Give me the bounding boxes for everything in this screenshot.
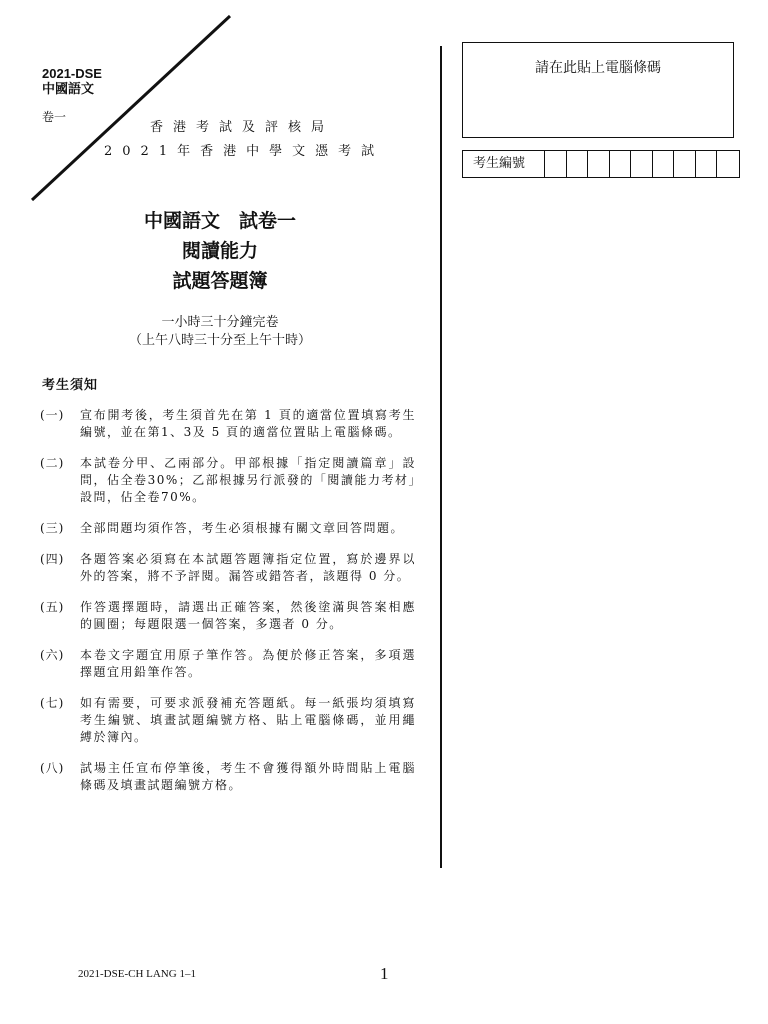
instruction-text: 如有需要，可要求派發補充答題紙。每一紙張均須填寫考生編號、填畫試題編號方格、貼上電腦條碼，並用繩縛於簿內。 [80, 696, 416, 744]
candidate-digit-box[interactable] [696, 151, 718, 177]
candidate-digit-box[interactable] [631, 151, 653, 177]
instruction-number: (二) [40, 456, 65, 470]
page-number: 1 [380, 964, 389, 983]
candidate-digit-box[interactable] [674, 151, 696, 177]
instruction-item [40, 551, 420, 585]
footer-paper-code: 2021-DSE-CH LANG 1–1 [78, 968, 196, 980]
instruction-number: (一) [40, 408, 65, 422]
exam-authority: 香港考試及評核局 [150, 120, 335, 135]
title-line-2: 閱讀能力 [181, 240, 258, 262]
exam-name: 2021年香港中學文憑考試 [104, 144, 385, 159]
candidate-digit-box[interactable] [567, 151, 589, 177]
instruction-item [40, 407, 420, 441]
candidate-number-field [462, 150, 740, 178]
instruction-text: 宣布開考後，考生須首先在第 1 頁的適當位置填寫考生編號，並在第1、3及 5 頁的適當位置貼上電腦條碼。 [80, 408, 416, 439]
instruction-text: 本試卷分甲、乙兩部分。甲部根據「指定閱讀篇章」設問，佔全卷30%；乙部根據另行派發的「閱讀能力考材」設問，佔全卷70%。 [80, 456, 416, 504]
instruction-item [40, 695, 420, 746]
instruction-text: 全部問題均須作答，考生必須根據有關文章回答問題。 [80, 521, 405, 535]
instruction-number: (七) [40, 696, 65, 710]
barcode-label-box[interactable] [462, 42, 734, 138]
instruction-number: (四) [40, 552, 65, 566]
instructions-list [40, 407, 420, 808]
instruction-item [40, 647, 420, 681]
title-line-1: 中國語文 試卷一 [143, 210, 296, 232]
paper-label: 卷一 [42, 110, 67, 124]
dse-code: 2021-DSE [42, 66, 102, 81]
duration-line-1: 一小時三十分鐘完卷 [161, 315, 279, 330]
candidate-digit-box[interactable] [717, 151, 739, 177]
exam-duration [60, 314, 380, 350]
instruction-text: 各題答案必須寫在本試題答題簿指定位置，寫於邊界以外的答案，將不予評閱。漏答或錯答者，該題得 0 分。 [80, 552, 416, 583]
instruction-number: (三) [40, 521, 65, 535]
instruction-number: (八) [40, 761, 65, 775]
instruction-text: 作答選擇題時，請選出正確答案，然後塗滿與答案相應的圓圈；每題限選一個答案，多選者 0 分。 [80, 600, 416, 631]
candidate-digit-box[interactable] [610, 151, 632, 177]
instruction-item [40, 455, 420, 506]
subject-label: 中國語文 [42, 81, 95, 96]
instruction-number: (六) [40, 648, 65, 662]
instruction-item [40, 599, 420, 633]
instruction-text: 試場主任宣布停筆後，考生不會獲得額外時間貼上電腦條碼及填畫試題編號方格。 [80, 761, 416, 792]
candidate-digit-box[interactable] [545, 151, 567, 177]
instructions-heading: 考生須知 [42, 378, 99, 393]
column-divider [440, 46, 442, 868]
instruction-text: 本卷文字題宜用原子筆作答。為便於修正答案，多項選擇題宜用鉛筆作答。 [80, 648, 416, 679]
candidate-number-label: 考生編號 [463, 151, 545, 177]
instruction-item [40, 760, 420, 794]
paper-titles [60, 206, 380, 296]
instruction-item [40, 520, 420, 537]
candidate-digit-box[interactable] [588, 151, 610, 177]
barcode-box-label: 請在此貼上電腦條碼 [535, 60, 661, 76]
instruction-number: (五) [40, 600, 65, 614]
duration-line-2: （上午八時三十分至上午十時） [128, 333, 311, 348]
dse-code-block [42, 66, 102, 96]
title-line-3: 試題答題簿 [172, 270, 268, 292]
candidate-digit-box[interactable] [653, 151, 675, 177]
